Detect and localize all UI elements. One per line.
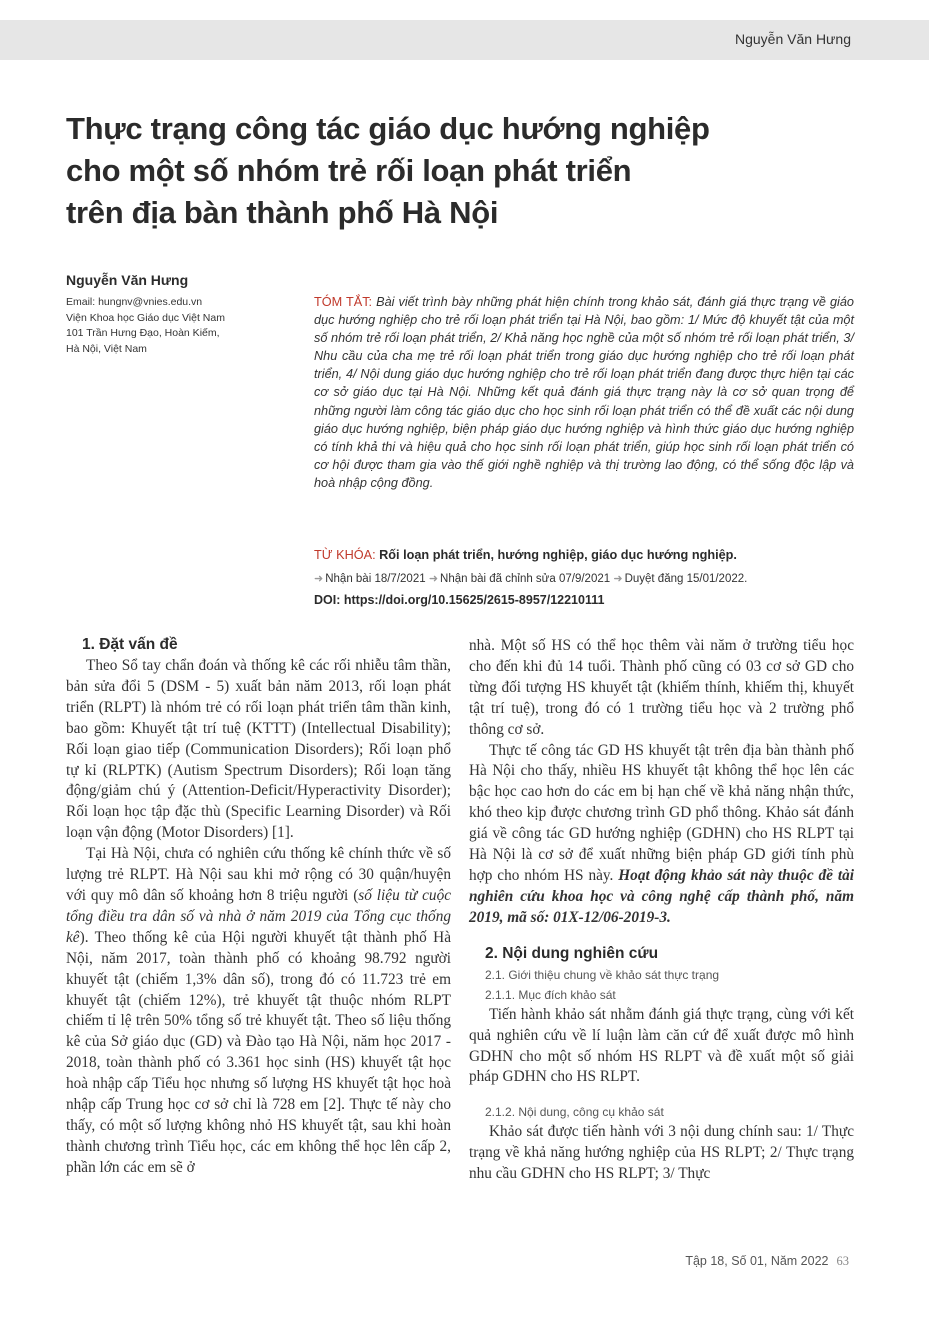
keywords (314, 548, 854, 562)
subsection-2-1-1-heading: 2.1.1. Mục đích khảo sát (485, 987, 616, 1002)
page-footer (685, 1254, 849, 1269)
arrow-icon: ➜ (613, 573, 623, 585)
title-line: cho một số nhóm trẻ rối loạn phát triển (66, 153, 632, 188)
author-name: Nguyễn Văn Hưng (66, 272, 189, 288)
arrow-icon: ➜ (428, 573, 439, 585)
keywords-label: TỪ KHÓA: (314, 548, 376, 562)
article-dates (314, 572, 854, 585)
article-title (66, 108, 766, 234)
arrow-icon: ➜ (314, 573, 324, 585)
title-line: trên địa bàn thành phố Hà Nội (66, 195, 499, 230)
abstract (314, 293, 854, 492)
title-line: Thực trạng công tác giáo dục hướng nghiệp (66, 111, 710, 146)
paragraph-italic: số liệu từ cuộc tổng điều tra dân số và nhà ở năm 2019 của Tổng cục thống kê (66, 886, 452, 946)
paragraph (469, 741, 854, 929)
paragraph: Tiến hành khảo sát nhằm đánh giá thực trạng, cùng với kết quả nghiên cứu về lí luận làm căn cứ để xuất được mô hình GDHN cho một số nhóm HS RLPT và đề xuất một số giải pháp GDHN cho HS RLPT. (469, 1005, 854, 1086)
running-header-author: Nguyễn Văn Hưng (735, 31, 851, 47)
affiliation-city: Hà Nội, Việt Nam (66, 342, 147, 355)
section-1-heading: 1. Đặt vấn đề (82, 636, 178, 653)
abstract-text: Bài viết trình bày những phát hiện chính trong khảo sát, đánh giá thực trạng về giáo dục hướng nghiệp cho trẻ rối loạn phát triển tại Hà Nội, bao gồm: 1/ Mức độ khuyết tật của một số nhóm trẻ rối loạn phát triển, 2/ Khả năng học nghề của một số nhóm trẻ rối loạn phát triển, 3/ Nhu cầu của cha mẹ trẻ rối loạn phát triển trong giáo dục hướng nghiệp cho trẻ rối loạn phát triển, 4/ Nội dung giáo dục hướng nghiệp cho trẻ rối loạn phát triển đang được thực hiện tại các cơ sở giáo dục tại Hà Nội. Những kết quả đánh giá thực trạng này là cơ sở quan trọng để những người làm công tác giáo dục cho học sinh rối loạn phát triển có thể đề xuất các nội dung giáo dục hướng nghiệp, biện pháp giáo dục hướng nghiệp và hình thức giáo dục hướng nghiệp có tính khả thi và hiệu quả cho học sinh rối loạn phát triển, giúp học sinh rối loạn phát triển có cơ hội được tham gia vào thế giới nghề nghiệp và thị trường lao động, có thể sống độc lập và hoà nhập cộng đồng. (314, 295, 854, 490)
issue-info: Tập 18, Số 01, Năm 2022 (685, 1254, 829, 1268)
date-accepted: Duyệt đăng 15/01/2022. (624, 573, 748, 585)
paragraph-text: Thực tế công tác GD HS khuyết tật trên địa bàn thành phố Hà Nội cho thấy, nhiều HS khuyết tật không thể học lên các bậc học cao hơn do các em bị hạn chế về khả năng nhận thức, khó theo kịp được chương trình GD phổ thông. Khảo sát đánh giá về công tác GD hướng nghiệp (GDHN) cho HS RLPT tại Hà Nội là cơ sở để xuất những biện pháp GD giới tính phù hợp cho nhóm HS này. (469, 741, 854, 884)
funding-note: Hoạt động khảo sát này thuộc đề tài nghiên cứu khoa học và công nghệ cấp thành phố, năm 2019, mã số: 01X-12/06-2019-3. (469, 866, 854, 926)
paragraph-text: Tại Hà Nội, chưa có nghiên cứu thống kê chính thức về số lượng trẻ RLPT. Hà Nội sau khi mở rộng có 30 quận/huyện với quy mô dân số khoảng hơn 8 triệu người ( (66, 845, 451, 904)
paragraph: nhà. Một số HS có thể học thêm vài năm ở trường tiểu học cho đến khi đủ 14 tuổi. Thành phố cũng có 03 cơ sở GD cho từng đối tượng HS khuyết tật (khiếm thính, khiếm thị, khuyết tật trí tuệ), trong đó có 1 trường tiểu học và 2 trường phổ thông cơ sở. (469, 637, 854, 738)
affiliation-address: 101 Trần Hưng Đạo, Hoàn Kiếm, (66, 327, 220, 339)
subsection-2-1-2-heading: 2.1.2. Nội dung, công cụ khảo sát (485, 1105, 664, 1120)
subsection-2-1-heading: 2.1. Giới thiệu chung về khảo sát thực trạng (485, 967, 720, 982)
affiliation-email: Email: hungnv@vnies.edu.vn (66, 296, 203, 308)
left-column (66, 634, 451, 1179)
right-column (469, 636, 854, 1185)
paragraph (66, 844, 451, 1179)
paragraph: Theo Sổ tay chẩn đoán và thống kê các rối nhiễu tâm thần, bản sửa đổi 5 (DSM - 5) xuất bản năm 2013, rối loạn phát triển (RLPT) là nhóm trẻ có rối loạn phát triển tâm thần kinh, bao gồm: Khuyết tật trí tuệ (KTTT) (Intellectual Disability); Rối loạn giao tiếp (Communication Disorders); Rối loạn phổ tự kỉ (RLPTK) (Autism Spectrum Disorders); Rối loạn tăng động/giảm chú ý (Attention-Deficit/Hyperactivity Disorder); Rối loạn học tập đặc thù (Specific Learning Disorder) và Rối loạn vận động (Motor Disorders) [1]. (66, 657, 451, 842)
keywords-text: Rối loạn phát triển, hướng nghiệp, giáo dục hướng nghiệp. (379, 548, 737, 562)
author-affiliation (66, 295, 296, 357)
paragraph-text: ). Theo thống kê của Hội người khuyết tật thành phố Hà Nội, năm 2017, toàn thành phố có khoảng 98.792 người khuyết tật (chiếm 1,3% dân số), trong đó có 11.723 trẻ em khuyết tật (chiếm 12%), trẻ khuyết tật thuộc nhóm RLPT chiếm tỉ lệ trên 50% tổng số trẻ khuyết tật. Theo số liệu thống kê của Sở giáo dục (GD) và Đào tạo Hà Nội, năm học 2017 - 2018, toàn thành phố có 3.361 học sinh (HS) khuyết tật học hoà nhập cấp Tiểu học nhưng số lượng HS khuyết tật học hoà nhập cấp Trung học cơ sở chỉ là 728 em [2]. Thực tế này cho thấy, có một số lượng không nhỏ HS khuyết tật, sau khi hoàn thành chương trình Tiểu học, các em không thể học lên cấp 2, phần lớn các em sẽ ở (66, 928, 451, 1176)
doi-link[interactable]: DOI: https://doi.org/10.15625/2615-8957/12210111 (314, 593, 605, 607)
abstract-label: TÓM TẮT: (314, 295, 373, 309)
page-number: 63 (836, 1254, 849, 1268)
paragraph: Khảo sát được tiến hành với 3 nội dung chính sau: 1/ Thực trạng về khả năng hướng nghiệp của HS RLPT; 2/ Thực trạng nhu cầu GDHN cho HS RLPT; 3/ Thực (469, 1123, 854, 1183)
section-2-heading: 2. Nội dung nghiên cứu (485, 944, 659, 962)
affiliation-institute: Viện Khoa học Giáo dục Việt Nam (66, 311, 225, 324)
date-revised: Nhận bài đã chỉnh sửa 07/9/2021 (440, 573, 611, 585)
date-received: Nhận bài 18/7/2021 (325, 573, 426, 585)
